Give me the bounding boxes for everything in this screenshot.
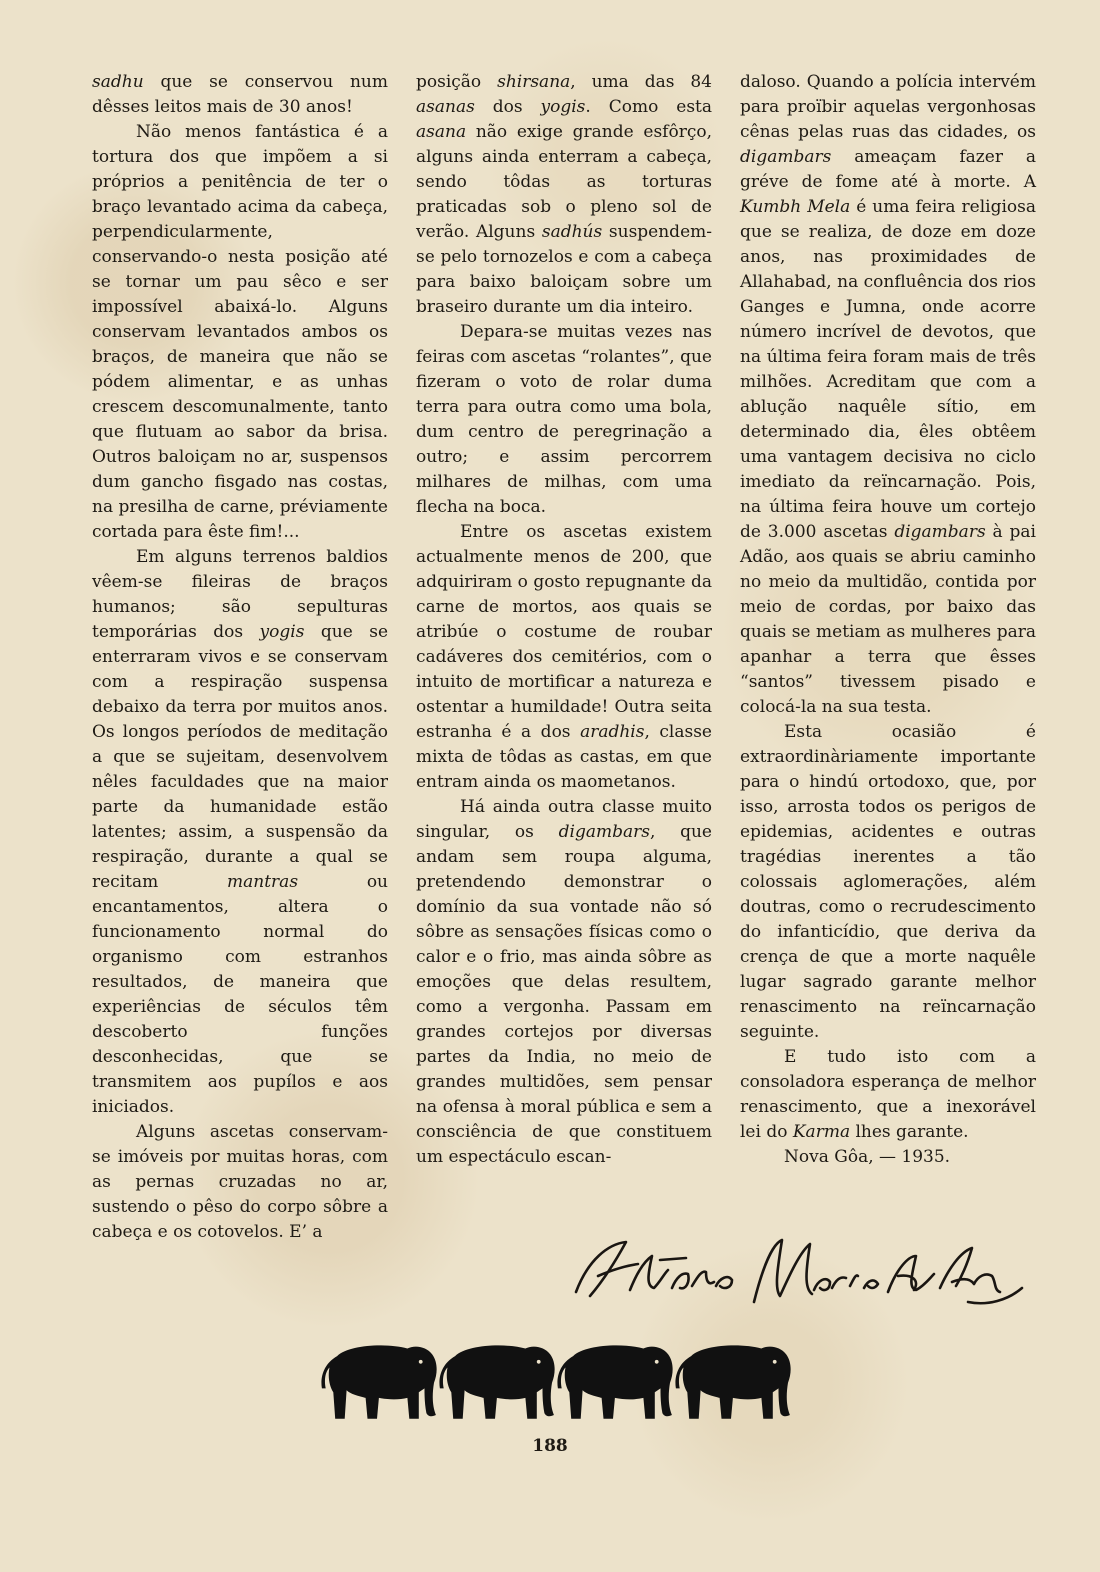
paragraph	[92, 70, 388, 120]
text-run: suspendem-se pelo tornozelos e com a cabeça para baixo baloiçam sobre um braseiro durante um dia inteiro.	[416, 222, 712, 317]
italic-term: aradhis	[580, 722, 645, 742]
italic-term: yogis	[540, 97, 586, 117]
text-run: , que andam sem roupa alguma, pretendendo demonstrar o domínio da sua vontade não só sôbre as sensações físicas como o calor e o frio, mas ainda sôbre as emoções que delas resultem, como a vergonha. Passam em grandes cortejos por diversas partes da India, no meio de grandes multidões, sem pensar na ofensa à moral pública e sem a consciência de que constituem um espectáculo escan-	[416, 822, 712, 1167]
text-run: Em alguns terrenos baldios vêem-se fileiras de braços humanos; são sepulturas temporárias dos	[92, 547, 388, 642]
elephant-procession-icon	[320, 1335, 800, 1425]
text-run: ameaçam fazer a gréve de fome até à morte. A	[740, 147, 1036, 192]
italic-term: asanas	[416, 97, 475, 117]
paragraph	[740, 1045, 1036, 1145]
italic-term: sadhu	[92, 72, 144, 92]
italic-term: yogis	[259, 622, 305, 642]
text-run: ou encantamentos, altera o funcionamento normal do organismo com estranhos resultados, de maneira que experiências de séculos têm descoberto funções desconhecidas, que se transmitem aos pupílos e aos iniciados.	[92, 872, 389, 1117]
italic-term: digambars	[894, 522, 986, 542]
text-run: dos	[474, 97, 541, 117]
text-run: posição	[416, 72, 498, 92]
italic-term: mantras	[227, 872, 299, 892]
paragraph	[740, 1145, 1036, 1170]
text-run: Esta ocasião é extraordinàriamente importante para o hindú ortodoxo, que, por isso, arrosta todos os perigos de epidemias, acidentes e outras tragédias inerentes a tão colossais aglomerações, além doutras, como o recrudescimento do infanticídio, que deriva da crença de que a morte naquêle lugar sagrado garante melhor renascimento na reïncarnação seguinte.	[740, 722, 1036, 1042]
text-run: E tudo isto com a consoladora esperança de melhor renascimento, que a inexorável lei do	[740, 1047, 1036, 1142]
page-number: 188	[532, 1436, 568, 1456]
paragraph	[416, 320, 712, 520]
italic-term: Karma	[792, 1122, 851, 1142]
paragraph	[416, 70, 712, 320]
text-run: lhes garante.	[850, 1122, 969, 1142]
text-column-3	[740, 70, 1036, 1170]
paragraph	[740, 720, 1036, 1045]
text-column-1	[92, 70, 388, 1245]
text-run: é uma feira religiosa que se realiza, de doze em doze anos, nas proximidades de Allahabad, na confluência dos rios Ganges e Jumna, onde acorre número incrível de devotos, que na última feira foram mais de três milhões. Acreditam que com a ablução naquêle sítio, em determinado dia, êles obtêem uma vantagem decisiva no ciclo imediato da reïncarnação. Pois, na última feira houve um cortejo de 3.000 ascetas	[740, 197, 1037, 542]
italic-term: sadhús	[541, 222, 603, 242]
text-run: Não menos fantástica é a tortura dos que impõem a si próprios a penitência de ter o braço levantado acima da cabeça, perpendicularmente, conservando-o nesta posição até se tornar um pau sêco e ser impossível abaixá-lo. Alguns conservam levantados ambos os braços, de maneira que não se pódem alimentar, e as unhas crescem descomunalmente, tanto que flutuam ao sabor da brisa. Outros baloiçam no ar, suspensos dum gancho fisgado nas costas, na presilha de carne, préviamente cortada para êste fim!...	[92, 122, 388, 542]
text-run: , uma das 84	[570, 72, 712, 92]
text-run: , classe mixta de tôdas as castas, em que entram ainda os maometanos.	[416, 722, 712, 792]
paragraph	[92, 1120, 388, 1245]
handwritten-signature	[568, 1230, 1028, 1320]
text-run: que se conservou num dêsses leitos mais de 30 anos!	[92, 72, 388, 117]
text-run: Há ainda outra classe muito singular, os	[416, 797, 712, 842]
text-run: à pai Adão, aos quais se abriu caminho no meio da multidão, contida por meio de cordas, por baixo das quais se metiam as mulheres para apanhar a terra que êsses “santos” tivessem pisado e colocá-la na sua testa.	[740, 522, 1036, 717]
paragraph	[416, 520, 712, 795]
text-run: . Como esta	[585, 97, 713, 117]
italic-term: shirsana	[497, 72, 571, 92]
text-run: Nova Gôa, — 1935.	[784, 1147, 951, 1167]
italic-term: digambars	[740, 147, 832, 167]
paragraph	[416, 795, 712, 1170]
text-run: Depara-se muitas vezes nas feiras com ascetas “rolantes”, que fizeram o voto de rolar duma terra para outra como uma bola, dum centro de peregrinação a outro; e assim percorrem milhares de milhas, com uma flecha na boca.	[416, 322, 712, 517]
paragraph	[740, 70, 1036, 720]
italic-term: digambars	[558, 822, 650, 842]
text-run: não exige grande esfôrço, alguns ainda enterram a cabeça, sendo tôdas as torturas praticadas sob o pleno sol de verão. Alguns	[416, 122, 712, 242]
text-run: que se enterraram vivos e se conservam com a respiração suspensa debaixo da terra por muitos anos. Os longos períodos de meditação a que se sujeitam, desenvolvem nêles faculdades que na maior parte da humanidade estão latentes; assim, a suspensão da respiração, durante a qual se recitam	[92, 622, 388, 892]
text-column-2	[416, 70, 712, 1170]
paragraph	[92, 120, 388, 545]
paragraph	[92, 545, 388, 1120]
text-run: daloso. Quando a polícia intervém para proïbir aquelas vergonhosas cênas pelas ruas das cidades, os	[740, 72, 1036, 142]
italic-term: Kumbh Mela	[740, 197, 851, 217]
text-run: Entre os ascetas existem actualmente menos de 200, que adquiriram o gosto repugnante da carne de mortos, aos quais se atribúe o costume de roubar cadáveres dos cemitérios, com o intuito de mortificar a natureza e ostentar a humildade! Outra seita estranha é a dos	[416, 522, 712, 742]
text-run: Alguns ascetas conservam-se imóveis por muitas horas, com as pernas cruzadas no ar, sustendo o pêso do corpo sôbre a cabeça e os cotovelos. E’ a	[92, 1122, 388, 1242]
italic-term: asana	[416, 122, 467, 142]
